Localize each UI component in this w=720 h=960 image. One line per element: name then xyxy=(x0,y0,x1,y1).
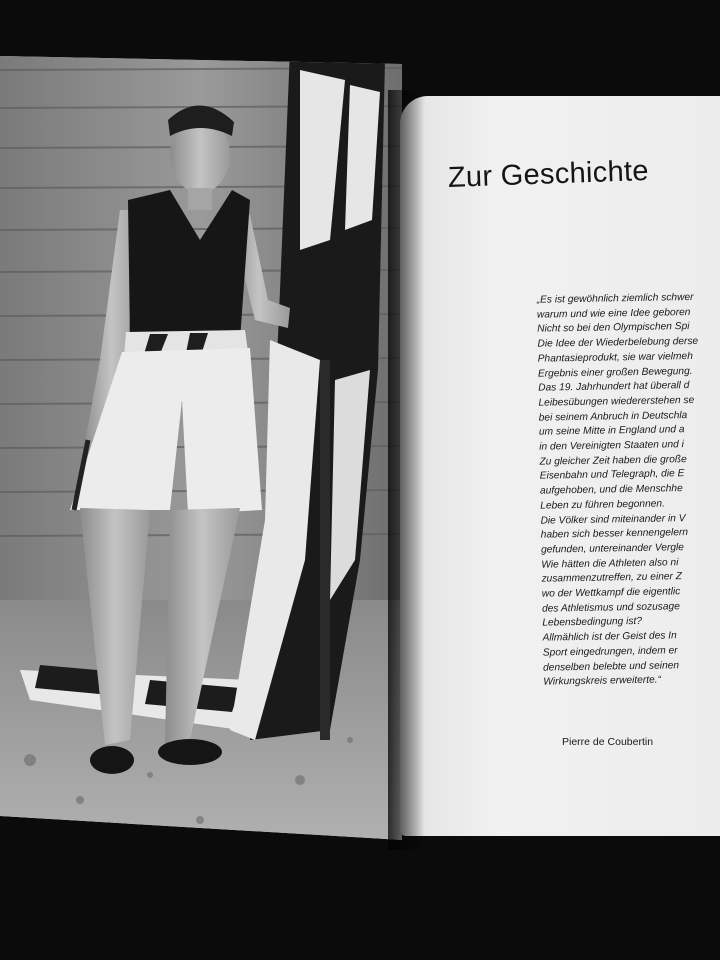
quote-line: Die Völker sind miteinander in V xyxy=(540,512,686,527)
quote-line: Lebensbedingung ist? xyxy=(542,616,643,630)
quote-line: in den Vereinigten Staaten und i xyxy=(539,439,684,453)
quote-line: Sport eingedrungen, indem er xyxy=(542,645,678,659)
quote-line: Leben zu führen begonnen. xyxy=(540,498,665,512)
quote-line: haben sich besser kennengelern xyxy=(540,527,689,541)
quote-line: Die Idee der Wiederbelebung derse xyxy=(537,335,699,350)
quote-author: Pierre de Coubertin xyxy=(562,736,654,748)
quote-line: „Es ist gewöhnlich ziemlich schwer xyxy=(536,291,694,306)
page-gutter-shadow xyxy=(388,90,428,850)
quote-line: Phantasieprodukt, sie war vielmeh xyxy=(537,350,693,365)
quote-line: warum und wie eine Idee geboren xyxy=(536,306,691,321)
quote-line: aufgehoben, und die Menschhe xyxy=(539,483,683,497)
quote-line: des Athletismus und sozusage xyxy=(541,601,680,615)
quote-line: um seine Mitte in England und a xyxy=(538,424,685,438)
quote-line: Nicht so bei den Olympischen Spi xyxy=(537,321,690,336)
quote-line: Wirkungskreis erweiterte.“ xyxy=(543,674,662,688)
quote-line: Leibesübungen wiedererstehen se xyxy=(538,394,695,409)
right-page xyxy=(400,96,720,836)
quote-block xyxy=(537,290,720,690)
quote-line: denselben belebte und seinen xyxy=(542,659,680,674)
photo-drawing xyxy=(0,40,402,840)
quote-line: zusammenzutreffen, zu einer Z xyxy=(541,571,683,586)
athlete-photograph xyxy=(0,40,402,840)
quote-line: Das 19. Jahrhundert hat überall d xyxy=(538,380,690,394)
chapter-title: Zur Geschichte xyxy=(447,155,650,194)
quote-line: Zu gleicher Zeit haben die große xyxy=(539,453,687,468)
left-page xyxy=(0,40,402,840)
quote-line: bei seinem Anbruch in Deutschla xyxy=(538,409,688,424)
quote-line: gefunden, untereinander Vergle xyxy=(540,542,685,556)
quote-line: Allmählich ist der Geist des In xyxy=(542,630,677,644)
quote-line: Ergebnis einer großen Bewegung. xyxy=(537,365,693,380)
quote-line: wo der Wettkampf die eigentlic xyxy=(541,586,681,600)
quote-line: Eisenbahn und Telegraph, die E xyxy=(539,468,685,483)
quote-line: Wie hätten die Athleten also ni xyxy=(541,556,679,571)
